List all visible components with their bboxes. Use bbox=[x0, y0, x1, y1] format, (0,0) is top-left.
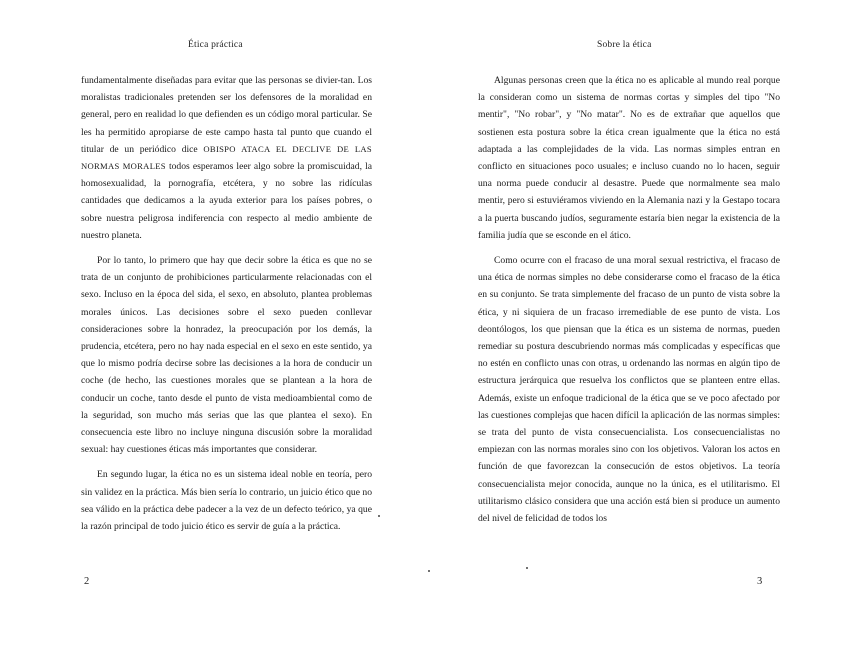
paragraph-text: todos esperamos leer algo sobre la promiscuidad, la homosexualidad, la pornografía, etcétera, y no sobre las ridículas cantidades que dedicamos a la ayuda exterior para los países pobres, o sobre nuestra peligrosa indiferencia con respecto al medio ambiente de nuestro planeta. bbox=[81, 161, 372, 241]
body-text bbox=[81, 72, 372, 535]
running-head: Sobre la ética bbox=[597, 40, 652, 50]
running-head: Ética práctica bbox=[188, 40, 243, 50]
scan-speck bbox=[428, 570, 430, 572]
page-number: 3 bbox=[757, 576, 763, 587]
paragraph: En segundo lugar, la ética no es un sistema ideal noble en teoría, pero sin validez en la práctica. Más bien sería lo contrario, un juicio ético que no sea válido en la práctica debe padecer a la vez de un defecto teórico, ya que la razón principal de todo juicio ético es servir de guía a la práctica. bbox=[81, 469, 372, 533]
right-page bbox=[424, 0, 848, 655]
paragraph bbox=[81, 72, 372, 244]
paragraph: Por lo tanto, lo primero que hay que decir sobre la ética es que no se trata de un conjunto de prohibiciones particularmente relacionadas con el sexo. Incluso en la época del sida, el sexo, en absoluto, plantea problemas morales únicos. Las decisiones sobre el sexo pueden conllevar consideraciones sobre la honradez, la preocupación por los demás, la prudencia, etcétera, pero no hay nada especial en el sexo en este sentido, ya que lo mismo podría decirse sobre las decisiones a la hora de conducir un coche (de hecho, las cuestiones morales que se plantean a la hora de conducir un coche, tanto desde el punto de vista medioambiental como de la seguridad, son mucho más serias que las que plantea el sexo). En consecuencia este libro no incluye ninguna discusión sobre la moralidad sexual: hay cuestiones éticas más importantes que considerar. bbox=[81, 255, 372, 456]
paragraph-text: fundamentalmente diseñadas para evitar que las personas se divier-tan. Los moralistas tradicionales pretenden ser los defensores de la moralidad en general, pero en realidad lo que defienden es un código moral particular. Se les ha permitido apropiarse de este campo hasta tal punto que cuando el titular de un periódico dice bbox=[81, 75, 372, 155]
paragraph: Algunas personas creen que la ética no es aplicable al mundo real porque la consideran como un sistema de normas cortas y simples del tipo "No mentir", "No robar", y "No matar". No es de extrañar que aquellos que sostienen esta postura sobre la ética crean igualmente que la ética no está adaptada a las complejidades de la vida. Las normas simples entran en conflicto en situaciones poco usuales; e incluso cuando no lo hacen, seguir una norma puede conducir al desastre. Puede que normalmente sea malo mentir, pero si estuviéramos viviendo en la Alemania nazi y la Gestapo tocara a la puerta buscando judíos, seguramente estaría bien negar la existencia de la familia judía que se esconde en el ático. bbox=[478, 75, 780, 241]
body-text bbox=[478, 72, 780, 527]
paragraph: Como ocurre con el fracaso de una moral sexual restrictiva, el fracaso de una ética de normas simples no debe considerarse como el fracaso de la ética en su conjunto. Se trata simplemente del fracaso de un punto de vista sobre la ética, y ni siquiera de un fracaso irremediable de ese punto de vista. Los deontólogos, los que piensan que la ética es un sistema de normas, pueden remediar su postura descubriendo normas más complicadas y específicas que no estén en conflicto unas con otras, u ordenando las normas en algún tipo de estructura jerárquica que resuelva los conflictos que se planteen entre ellas. Además, existe un enfoque tradicional de la ética que se ve poco afectado por las cuestiones complejas que hacen difícil la aplicación de las normas simples: se trata del punto de vista consecuencialista. Los consecuencialistas no empiezan con las normas morales sino con los objetivos. Valoran los actos en función de que favorezcan la consecución de estos objetivos. La teoría consecuencialista mejor conocida, aunque no la única, es el utilitarismo. El utilitarismo clásico considera que una acción está bien si produce un aumento del nivel de felicidad de todos los bbox=[478, 255, 780, 525]
scan-speck bbox=[526, 567, 528, 569]
newspaper-headline: OBISPO ATACA EL DECLIVE DE LAS NORMAS MORALES bbox=[81, 143, 372, 172]
scan-speck bbox=[378, 515, 380, 517]
page-number: 2 bbox=[84, 576, 90, 587]
